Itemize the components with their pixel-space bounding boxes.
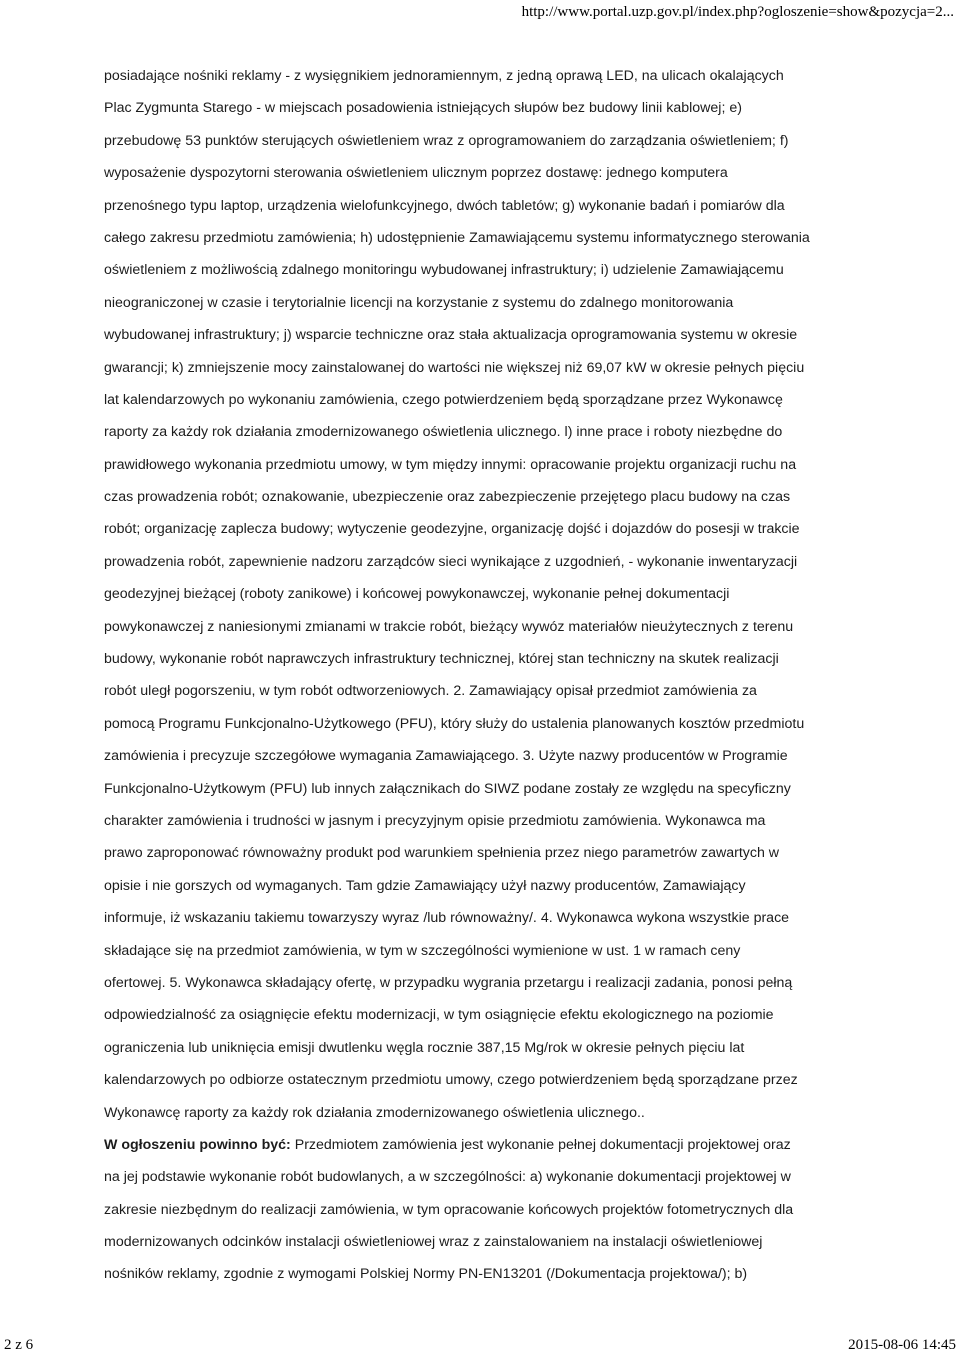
text-line: posiadające nośniki reklamy - z wysięgnikiem jednoramiennym, z jedną oprawą LED, na ulicach okalających <box>104 68 784 84</box>
text-line: ofertowej. 5. Wykonawca składający ofertę, w przypadku wygrania przetargu i realizacji zadania, ponosi pełną <box>104 974 793 991</box>
correction-first-line <box>104 1129 904 1161</box>
correction-line: na jej podstawie wykonanie robót budowlanych, a w szczególności: a) wykonanie dokumentacji projektowej w <box>104 1169 791 1186</box>
text-line: wybudowanej infrastruktury; j) wsparcie techniczne oraz stała aktualizacja oprogramowania systemu w okresie <box>104 327 798 344</box>
text-line: przenośnego typu laptop, urządzenia wielofunkcyjnego, dwóch tabletów; g) wykonanie badań i pomiarów dla <box>104 197 785 214</box>
text-line: całego zakresu przedmiotu zamówienia; h) udostępnienie Zamawiającemu systemu informatycznego sterowania <box>104 229 810 246</box>
correction-first-line-text: Przedmiotem zamówienia jest wykonanie pełnej dokumentacji projektowej oraz <box>290 1136 791 1153</box>
text-line: Plac Zygmunta Starego - w miejscach posadowienia istniejących słupów bez budowy linii kablowej; e) <box>104 100 742 117</box>
correction-line: nośników reklamy, zgodnie z wymogami Polskiej Normy PN-EN13201 (/Dokumentacja projektowa/); b) <box>104 1266 748 1283</box>
announcement-body <box>104 60 904 1291</box>
text-line: Wykonawcę raporty za każdy rok działania zmodernizowanego oświetlenia ulicznego.. <box>104 1104 645 1121</box>
text-line: oświetleniem z możliwością zdalnego monitoringu wybudowanej infrastruktury; i) udzielenie Zamawiającemu <box>104 262 784 279</box>
text-line: wyposażenie dyspozytorni sterowania oświetleniem ulicznym poprzez dostawę: jednego komputera <box>104 165 728 182</box>
text-line: przebudowę 53 punktów sterujących oświetleniem wraz z oprogramowaniem do zarządzania oświetleniem; f) <box>104 132 789 149</box>
correction-label: W ogłoszeniu powinno być: <box>104 1136 291 1153</box>
text-line: opisie i nie gorszych od wymaganych. Tam gdzie Zamawiający użył nazwy producentów, Zamawiający <box>104 877 746 894</box>
text-line: charakter zamówienia i trudności w jasnym i precyzyjnym opisie przedmiotu zamówienia. Wykonawca ma <box>104 812 766 829</box>
text-line: informuje, iż wskazaniu takiemu towarzyszy wyraz /lub równoważny/. 4. Wykonawca wykona wszystkie prace <box>104 910 790 927</box>
correction-line: modernizowanych odcinków instalacji oświetleniowej wraz z zainstalowaniem na instalacji oświetleniowej <box>104 1234 763 1251</box>
text-line: geodezyjnej bieżącej (roboty zanikowe) i końcowej powykonawczej, wykonanie pełnej dokumentacji <box>104 586 730 603</box>
text-line: prawidłowego wykonania przedmiotu umowy, w tym między innymi: opracowanie projektu organizacji ruchu na <box>104 456 797 473</box>
text-line: ograniczenia lub uniknięcia emisji dwutlenku węgla rocznie 387,15 Mg/rok w okresie pełnych pięciu lat <box>104 1039 745 1056</box>
text-line: zamówienia i precyzuje szczegółowe wymagania Zamawiającego. 3. Użyte nazwy producentów w Programie <box>104 748 788 765</box>
page-url-header: http://www.portal.uzp.gov.pl/index.php?ogloszenie=show&pozycja=2... <box>521 4 954 20</box>
text-line: odpowiedzialność za osiągnięcie efektu modernizacji, w tym osiągnięcie efektu ekologicznego na poziomie <box>104 1007 774 1024</box>
text-line: powykonawczej z naniesionymi zmianami w trakcie robót, bieżący wywóz materiałów nieużytecznych z terenu <box>104 618 794 635</box>
text-line: gwarancji; k) zmniejszenie mocy zainstalowanej do wartości nie większej niż 69,07 kW w okresie pełnych pięciu <box>104 359 805 376</box>
text-line: prawo zaproponować równoważny produkt pod warunkiem spełnienia przez niego parametrów zawartych w <box>104 845 780 862</box>
text-line: prowadzenia robót, zapewnienie nadzoru zarządców sieci wynikające z uzgodnień, - wykonanie inwentaryzacji <box>104 553 798 570</box>
text-line: kalendarzowych po odbiorze ostatecznym przedmiotu umowy, czego potwierdzeniem będą sporządzane przez <box>104 1072 798 1089</box>
text-line: robót uległ pogorszeniu, w tym robót odtworzeniowych. 2. Zamawiający opisał przedmiot zamówienia za <box>104 683 757 700</box>
text-line: Funkcjonalno-Użytkowym (PFU) lub innych załącznikach do SIWZ podane zostały ze względu na specyficzny <box>104 780 791 797</box>
text-line: pomocą Programu Funkcjonalno-Użytkowego (PFU), który służy do ustalenia planowanych kosztów przedmiotu <box>104 715 805 732</box>
text-line: robót; organizację zaplecza budowy; wytyczenie geodezyjne, organizację dojść i dojazdów do posesji w trakcie <box>104 521 800 538</box>
text-line: nieograniczonej w czasie i terytorialnie licencji na korzystanie z systemu do zdalnego monitorowania <box>104 294 734 311</box>
text-line: czas prowadzenia robót; oznakowanie, ubezpieczenie oraz zabezpieczenie przejętego placu budowy na czas <box>104 489 791 506</box>
text-line: raporty za każdy rok działania zmodernizowanego oświetlenia ulicznego. l) inne prace i roboty niezbędne do <box>104 424 783 441</box>
text-line: lat kalendarzowych po wykonaniu zamówienia, czego potwierdzeniem będą sporządzane przez Wykonawcę <box>104 391 783 408</box>
correction-line: zakresie niezbędnym do realizacji zamówienia, w tym opracowanie końcowych projektów fotometrycznych dla <box>104 1201 794 1218</box>
print-datetime: 2015-08-06 14:45 <box>848 1337 956 1353</box>
text-line: składające się na przedmiot zamówienia, w tym w szczególności wymienione w ust. 1 w ramach ceny <box>104 942 741 959</box>
text-line: budowy, wykonanie robót naprawczych infrastruktury technicznej, której stan techniczny na skutek realizacji <box>104 651 779 668</box>
page-number: 2 z 6 <box>4 1337 34 1353</box>
